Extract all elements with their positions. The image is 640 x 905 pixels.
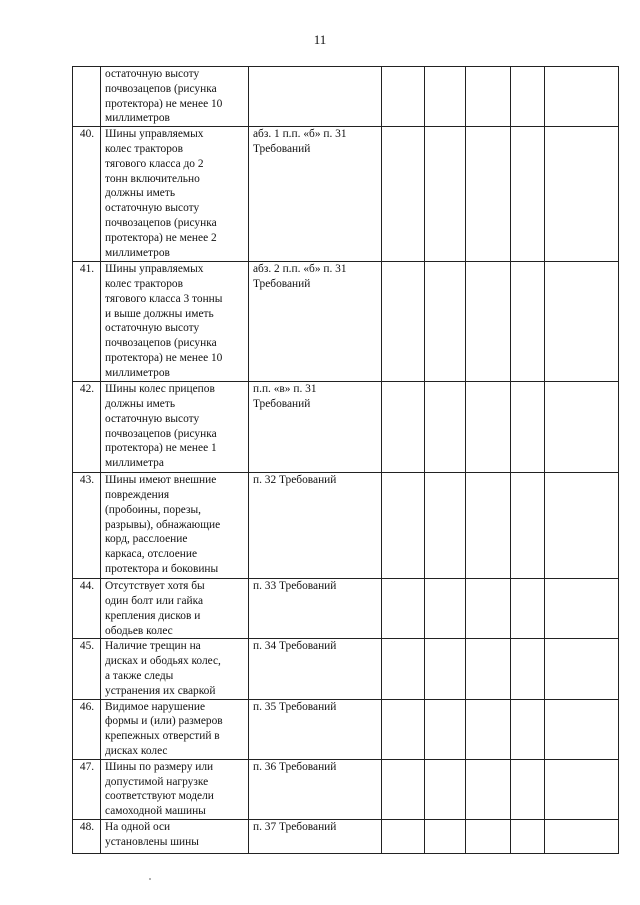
answer-cell: [382, 819, 425, 853]
row-number: 42.: [73, 382, 101, 473]
notes-cell: [545, 759, 619, 819]
answer-cell: [511, 67, 545, 127]
answer-cell: [511, 759, 545, 819]
answer-cell: [382, 67, 425, 127]
requirement-text: Видимое нарушение формы и (или) размеров крепежных отверстий в дисках колес: [101, 699, 249, 759]
table-row: [73, 67, 619, 127]
table-row: [73, 819, 619, 853]
requirement-text: Наличие трещин на дисках и ободьях колес, а также следы устранения их сваркой: [101, 639, 249, 699]
answer-cell: [466, 67, 511, 127]
regulation-reference: абз. 1 п.п. «б» п. 31 Требований: [249, 127, 382, 262]
answer-cell: [425, 382, 466, 473]
requirement-text: На одной оси установлены шины: [101, 819, 249, 853]
requirement-text: Шины управляемых колес тракторов тягового класса до 2 тонн включительно должны иметь остаточную высоту почвозацепов (рисунка протектора) не менее 2 миллиметров: [101, 127, 249, 262]
row-number: 41.: [73, 262, 101, 382]
answer-cell: [425, 759, 466, 819]
regulation-reference: п. 34 Требований: [249, 639, 382, 699]
notes-cell: [545, 699, 619, 759]
answer-cell: [425, 579, 466, 639]
requirement-text: Шины по размеру или допустимой нагрузке соответствуют модели самоходной машины: [101, 759, 249, 819]
answer-cell: [466, 262, 511, 382]
table-row: [73, 382, 619, 473]
table-row: [73, 699, 619, 759]
regulation-reference: [249, 67, 382, 127]
table-row: [73, 127, 619, 262]
requirement-text: Шины имеют внешние повреждения (пробоины, порезы, разрывы), обнажающие корд, расслоение каркаса, отслоение протектора и боковины: [101, 473, 249, 579]
answer-cell: [466, 819, 511, 853]
row-number: [73, 67, 101, 127]
answer-cell: [511, 262, 545, 382]
requirement-text: Отсутствует хотя бы один болт или гайка крепления дисков и ободьев колес: [101, 579, 249, 639]
table-row: [73, 639, 619, 699]
regulation-reference: п. 37 Требований: [249, 819, 382, 853]
answer-cell: [511, 699, 545, 759]
row-number: 46.: [73, 699, 101, 759]
answer-cell: [425, 699, 466, 759]
answer-cell: [382, 262, 425, 382]
row-number: 45.: [73, 639, 101, 699]
notes-cell: [545, 473, 619, 579]
answer-cell: [511, 579, 545, 639]
page-number: 11: [313, 32, 327, 47]
requirement-text: остаточную высоту почвозацепов (рисунка протектора) не менее 10 миллиметров: [101, 67, 249, 127]
notes-cell: [545, 579, 619, 639]
requirement-text: Шины управляемых колес тракторов тягового класса 3 тонны и выше должны иметь остаточную высоту почвозацепов (рисунка протектора) не менее 10 миллиметров: [101, 262, 249, 382]
regulation-reference: п. 35 Требований: [249, 699, 382, 759]
answer-cell: [511, 473, 545, 579]
answer-cell: [511, 819, 545, 853]
answer-cell: [466, 759, 511, 819]
answer-cell: [511, 639, 545, 699]
answer-cell: [425, 639, 466, 699]
answer-cell: [425, 819, 466, 853]
notes-cell: [545, 639, 619, 699]
notes-cell: [545, 67, 619, 127]
answer-cell: [511, 127, 545, 262]
table-row: [73, 579, 619, 639]
requirements-checklist-table: [72, 66, 619, 854]
requirement-text: Шины колес прицепов должны иметь остаточную высоту почвозацепов (рисунка протектора) не менее 1 миллиметра: [101, 382, 249, 473]
regulation-reference: п. 36 Требований: [249, 759, 382, 819]
notes-cell: [545, 262, 619, 382]
answer-cell: [466, 382, 511, 473]
answer-cell: [382, 579, 425, 639]
answer-cell: [425, 473, 466, 579]
answer-cell: [382, 699, 425, 759]
notes-cell: [545, 127, 619, 262]
row-number: 43.: [73, 473, 101, 579]
notes-cell: [545, 382, 619, 473]
answer-cell: [466, 579, 511, 639]
regulation-reference: п. 32 Требований: [249, 473, 382, 579]
answer-cell: [466, 639, 511, 699]
row-number: 44.: [73, 579, 101, 639]
table-row: [73, 759, 619, 819]
answer-cell: [425, 262, 466, 382]
answer-cell: [425, 67, 466, 127]
answer-cell: [425, 127, 466, 262]
regulation-reference: абз. 2 п.п. «б» п. 31 Требований: [249, 262, 382, 382]
notes-cell: [545, 819, 619, 853]
row-number: 48.: [73, 819, 101, 853]
answer-cell: [466, 699, 511, 759]
answer-cell: [466, 127, 511, 262]
answer-cell: [382, 473, 425, 579]
regulation-reference: п.п. «в» п. 31 Требований: [249, 382, 382, 473]
table-row: [73, 262, 619, 382]
scan-speck: [149, 878, 151, 880]
answer-cell: [382, 759, 425, 819]
row-number: 40.: [73, 127, 101, 262]
answer-cell: [382, 382, 425, 473]
row-number: 47.: [73, 759, 101, 819]
answer-cell: [511, 382, 545, 473]
answer-cell: [382, 127, 425, 262]
answer-cell: [466, 473, 511, 579]
regulation-reference: п. 33 Требований: [249, 579, 382, 639]
table-row: [73, 473, 619, 579]
answer-cell: [382, 639, 425, 699]
